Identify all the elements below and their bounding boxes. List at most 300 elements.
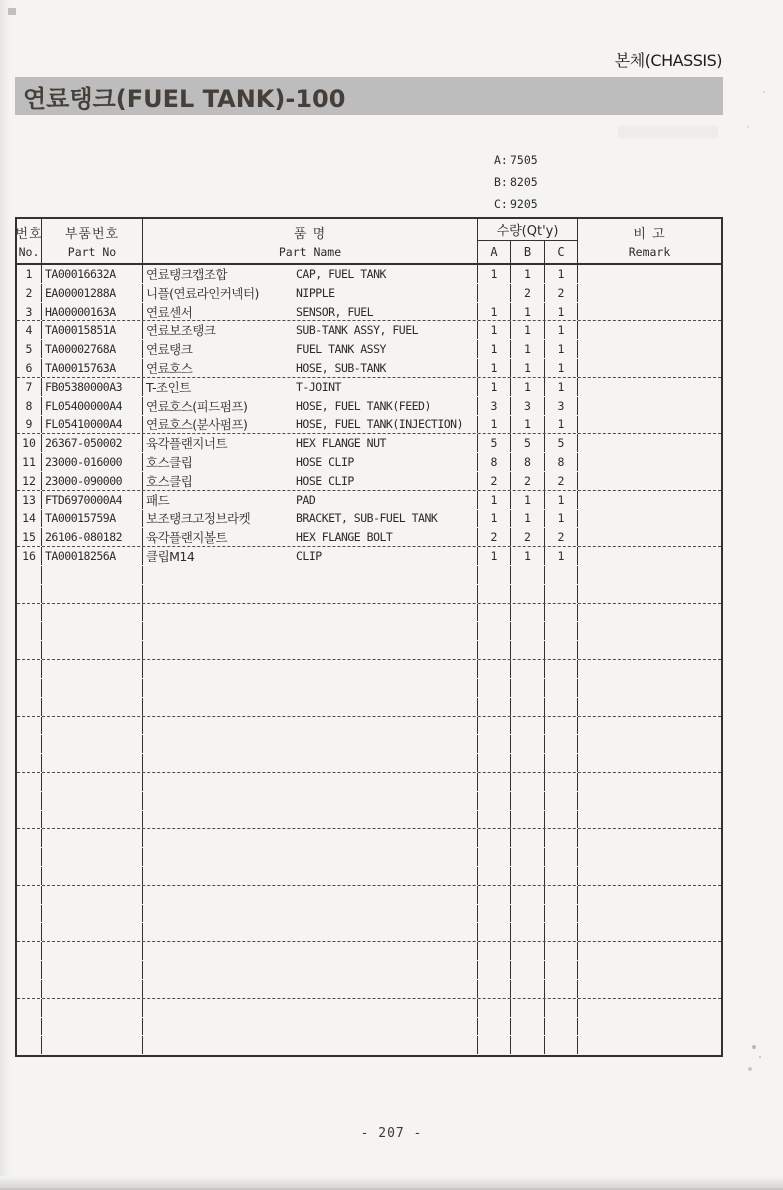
part-name-en: HEX FLANGE NUT [296, 436, 386, 451]
cell-qty-c: 1 [545, 510, 578, 528]
cell-remark [578, 491, 721, 509]
cell-qty-a [478, 942, 511, 960]
cell-qty-b [511, 754, 545, 772]
cell-no [17, 773, 42, 791]
table-row-empty [17, 698, 721, 717]
cell-remark [578, 942, 721, 960]
cell-qty-a [478, 848, 511, 866]
cell-no [17, 641, 42, 659]
cell-qty-c: 2 [545, 472, 578, 490]
cell-qty-b [511, 999, 545, 1017]
scan-edge-bottom [0, 1176, 783, 1190]
cell-part-no [42, 942, 143, 960]
cell-qty-a: 1 [478, 303, 511, 321]
variant-value: 7505 [510, 153, 538, 167]
cell-qty-a [478, 698, 511, 716]
table-row [17, 321, 721, 340]
cell-part-name [143, 754, 478, 772]
cell-qty-a [478, 886, 511, 904]
variant-key: C: [494, 197, 508, 211]
cell-qty-a [478, 961, 511, 979]
cell-qty-c [545, 999, 578, 1017]
part-name-en: NIPPLE [296, 285, 335, 300]
cell-no: 5 [17, 340, 42, 358]
table-row-empty [17, 1018, 721, 1037]
table-row [17, 397, 721, 416]
cell-no [17, 660, 42, 678]
cell-part-name [143, 698, 478, 716]
header-remark-kr: 비 고 [633, 227, 666, 242]
table-row-empty [17, 829, 721, 848]
cell-remark [578, 321, 721, 339]
cell-qty-a [478, 792, 511, 810]
part-name-en: FUEL TANK ASSY [296, 342, 386, 357]
part-name-kr: T-조인트 [146, 379, 191, 395]
cell-part-no: FL05400000A4 [42, 397, 143, 415]
cell-no [17, 622, 42, 640]
table-row-empty [17, 641, 721, 660]
cell-no: 11 [17, 453, 42, 471]
cell-part-name [143, 453, 478, 471]
cell-qty-c: 1 [545, 321, 578, 339]
cell-remark [578, 829, 721, 847]
table-row-empty [17, 660, 721, 679]
table-row-empty [17, 867, 721, 886]
cell-part-no [42, 679, 143, 697]
part-name-kr: 육각플랜지볼트 [146, 530, 228, 546]
cell-part-name [143, 961, 478, 979]
cell-qty-c [545, 829, 578, 847]
table-row-empty [17, 811, 721, 830]
table-row-empty [17, 773, 721, 792]
table-row-empty [17, 622, 721, 641]
cell-qty-a: 1 [478, 378, 511, 396]
cell-remark [578, 1018, 721, 1036]
cell-part-name [143, 867, 478, 885]
cell-no [17, 999, 42, 1017]
header-qty-subcolumns [478, 241, 577, 263]
variant-key: A: [494, 153, 508, 167]
cell-qty-a [478, 604, 511, 622]
cell-qty-c [545, 641, 578, 659]
cell-qty-a [478, 999, 511, 1017]
table-row-empty [17, 942, 721, 961]
cell-part-name [143, 359, 478, 377]
cell-qty-b: 1 [511, 265, 545, 283]
table-row-empty [17, 604, 721, 623]
cell-part-no [42, 1036, 143, 1054]
cell-qty-b: 1 [511, 547, 545, 565]
cell-part-name [143, 1018, 478, 1036]
cell-qty-b [511, 717, 545, 735]
cell-qty-a [478, 754, 511, 772]
part-name-kr: 연료탱크캡조합 [146, 266, 228, 282]
variant-value: 9205 [510, 197, 538, 211]
header-remark-en: Remark [628, 245, 671, 259]
cell-part-no: TA00018256A [42, 547, 143, 565]
cell-qty-b [511, 923, 545, 941]
cell-part-name [143, 811, 478, 829]
cell-qty-c: 1 [545, 340, 578, 358]
part-name-kr: 보조탱크고정브라켓 [146, 511, 251, 527]
section-label: 본체(CHASSIS) [614, 51, 722, 70]
cell-qty-b [511, 905, 545, 923]
cell-qty-c: 1 [545, 491, 578, 509]
cell-part-no: FL05410000A4 [42, 416, 143, 434]
table-header [17, 219, 721, 265]
cell-qty-c [545, 886, 578, 904]
cell-qty-a [478, 867, 511, 885]
cell-no: 15 [17, 528, 42, 546]
header-part-name-kr: 품 명 [293, 227, 327, 242]
cell-qty-b [511, 660, 545, 678]
part-name-kr: 니플(연료라인커넥터) [146, 285, 259, 301]
cell-remark [578, 660, 721, 678]
cell-no [17, 905, 42, 923]
table-row-empty [17, 735, 721, 754]
cell-no [17, 566, 42, 584]
cell-qty-b [511, 566, 545, 584]
cell-remark [578, 397, 721, 415]
header-part-no-en: Part No [67, 245, 117, 259]
cell-qty-c: 1 [545, 416, 578, 434]
cell-part-no [42, 829, 143, 847]
cell-part-no [42, 698, 143, 716]
part-name-kr: 연료탱크 [146, 342, 193, 358]
table-row-empty [17, 961, 721, 980]
table-row [17, 434, 721, 453]
part-name-kr: 연료호스(피드펌프) [146, 398, 248, 414]
cell-remark [578, 622, 721, 640]
part-name-kr: 클립M14 [146, 549, 195, 565]
cell-part-name [143, 1036, 478, 1054]
cell-qty-b: 1 [511, 510, 545, 528]
cell-qty-a: 8 [478, 453, 511, 471]
cell-qty-c [545, 961, 578, 979]
cell-no [17, 1036, 42, 1054]
cell-qty-a [478, 923, 511, 941]
part-name-en: SENSOR, FUEL [296, 304, 374, 319]
cell-qty-a: 2 [478, 472, 511, 490]
cell-no: 3 [17, 303, 42, 321]
cell-qty-b [511, 773, 545, 791]
part-name-en: HOSE, FUEL TANK(FEED) [296, 398, 431, 413]
cell-part-name [143, 980, 478, 998]
cell-qty-c [545, 905, 578, 923]
cell-qty-b: 3 [511, 397, 545, 415]
cell-remark [578, 980, 721, 998]
header-no-kr: 번호 [15, 227, 43, 242]
scan-artifact-specks [752, 1045, 756, 1049]
cell-part-name [143, 829, 478, 847]
cell-qty-a [478, 660, 511, 678]
part-name-kr: 호스클립 [146, 473, 193, 489]
cell-part-no: 23000-090000 [42, 472, 143, 490]
cell-qty-a: 1 [478, 321, 511, 339]
cell-qty-b [511, 735, 545, 753]
cell-part-no [42, 792, 143, 810]
cell-qty-b [511, 641, 545, 659]
cell-no [17, 867, 42, 885]
cell-part-no: 26367-050002 [42, 434, 143, 452]
cell-part-name [143, 472, 478, 490]
cell-remark [578, 547, 721, 565]
cell-part-name [143, 942, 478, 960]
header-no-en: No. [18, 245, 40, 259]
table-row [17, 491, 721, 510]
cell-part-no: EA00001288A [42, 284, 143, 302]
cell-qty-c: 2 [545, 284, 578, 302]
cell-part-no: FTD6970000A4 [42, 491, 143, 509]
cell-remark [578, 923, 721, 941]
cell-qty-c [545, 566, 578, 584]
table-row [17, 510, 721, 529]
cell-part-name [143, 547, 478, 565]
cell-remark [578, 340, 721, 358]
cell-part-name [143, 792, 478, 810]
cell-qty-c [545, 754, 578, 772]
cell-qty-b: 1 [511, 340, 545, 358]
part-name-en: CAP, FUEL TANK [296, 266, 386, 281]
cell-part-name [143, 604, 478, 622]
header-qty-c: C [557, 245, 565, 259]
cell-remark [578, 999, 721, 1017]
table-row-empty [17, 999, 721, 1018]
cell-qty-b [511, 811, 545, 829]
cell-qty-b [511, 679, 545, 697]
cell-part-no [42, 735, 143, 753]
cell-part-name [143, 566, 478, 584]
cell-part-no: 23000-016000 [42, 453, 143, 471]
cell-remark [578, 1036, 721, 1054]
cell-no: 12 [17, 472, 42, 490]
cell-remark [578, 303, 721, 321]
cell-part-no: HA00000163A [42, 303, 143, 321]
cell-part-no [42, 811, 143, 829]
cell-qty-b [511, 980, 545, 998]
part-name-kr: 호스클립 [146, 455, 193, 471]
cell-part-name [143, 622, 478, 640]
table-row-empty [17, 792, 721, 811]
cell-remark [578, 735, 721, 753]
cell-no: 6 [17, 359, 42, 377]
cell-no [17, 717, 42, 735]
cell-qty-a: 1 [478, 265, 511, 283]
cell-qty-b [511, 585, 545, 603]
cell-no [17, 735, 42, 753]
cell-qty-a: 3 [478, 397, 511, 415]
cell-remark [578, 848, 721, 866]
cell-part-no [42, 886, 143, 904]
part-name-en: CLIP [296, 549, 322, 564]
cell-qty-c [545, 622, 578, 640]
cell-part-name [143, 340, 478, 358]
cell-qty-a: 1 [478, 416, 511, 434]
cell-part-no [42, 905, 143, 923]
cell-qty-c [545, 1036, 578, 1054]
cell-qty-c [545, 604, 578, 622]
cell-no: 16 [17, 547, 42, 565]
cell-qty-b: 1 [511, 321, 545, 339]
parts-table [15, 217, 723, 1057]
part-name-en: HOSE CLIP [296, 473, 354, 488]
cell-part-no [42, 980, 143, 998]
cell-part-no: TA00002768A [42, 340, 143, 358]
cell-qty-b [511, 886, 545, 904]
cell-qty-b [511, 604, 545, 622]
cell-part-name [143, 848, 478, 866]
table-row-empty [17, 754, 721, 773]
table-row-empty [17, 905, 721, 924]
cell-qty-a [478, 717, 511, 735]
cell-qty-c: 1 [545, 265, 578, 283]
cell-qty-b: 1 [511, 359, 545, 377]
cell-part-name [143, 886, 478, 904]
cell-part-name [143, 999, 478, 1017]
cell-qty-b [511, 942, 545, 960]
cell-qty-a [478, 1018, 511, 1036]
cell-part-no: 26106-080182 [42, 528, 143, 546]
part-name-en: HEX FLANGE BOLT [296, 530, 393, 545]
cell-part-no: TA00016632A [42, 265, 143, 283]
cell-no [17, 792, 42, 810]
cell-qty-c [545, 679, 578, 697]
cell-qty-c: 1 [545, 359, 578, 377]
cell-remark [578, 510, 721, 528]
variant-item [494, 153, 538, 175]
cell-qty-a [478, 641, 511, 659]
cell-remark [578, 359, 721, 377]
title-bar [15, 77, 723, 115]
table-row [17, 416, 721, 435]
cell-part-name [143, 773, 478, 791]
part-name-kr: 육각플랜지너트 [146, 436, 228, 452]
cell-qty-b [511, 1018, 545, 1036]
variant-list [494, 153, 538, 219]
cell-qty-b: 1 [511, 416, 545, 434]
cell-part-no [42, 848, 143, 866]
cell-qty-c [545, 660, 578, 678]
cell-qty-b: 2 [511, 284, 545, 302]
cell-part-name [143, 321, 478, 339]
cell-no [17, 848, 42, 866]
cell-part-no: TA00015763A [42, 359, 143, 377]
cell-qty-a [478, 773, 511, 791]
cell-qty-a [478, 811, 511, 829]
scan-artifact-corner [8, 8, 16, 15]
cell-part-no [42, 660, 143, 678]
cell-part-no [42, 867, 143, 885]
cell-no [17, 961, 42, 979]
cell-qty-c: 1 [545, 303, 578, 321]
cell-qty-a [478, 829, 511, 847]
cell-qty-c [545, 698, 578, 716]
cell-part-name [143, 717, 478, 735]
part-name-en: T-JOINT [296, 379, 341, 394]
cell-remark [578, 604, 721, 622]
cell-remark [578, 679, 721, 697]
part-name-en: HOSE, FUEL TANK(INJECTION) [296, 417, 464, 432]
table-row [17, 378, 721, 397]
cell-remark [578, 698, 721, 716]
part-name-en: SUB-TANK ASSY, FUEL [296, 323, 419, 338]
variant-value: 8205 [510, 175, 538, 189]
cell-part-no [42, 585, 143, 603]
cell-no [17, 679, 42, 697]
cell-no [17, 923, 42, 941]
cell-qty-b [511, 1036, 545, 1054]
cell-remark [578, 961, 721, 979]
cell-qty-a: 5 [478, 434, 511, 452]
cell-qty-b: 1 [511, 378, 545, 396]
cell-no: 2 [17, 284, 42, 302]
cell-remark [578, 867, 721, 885]
cell-part-name [143, 641, 478, 659]
header-qty-a: A [478, 241, 511, 263]
cell-qty-a: 2 [478, 528, 511, 546]
cell-no: 8 [17, 397, 42, 415]
cell-qty-c [545, 773, 578, 791]
cell-part-no: TA00015851A [42, 321, 143, 339]
cell-no [17, 698, 42, 716]
cell-remark [578, 792, 721, 810]
cell-part-name [143, 434, 478, 452]
cell-remark [578, 265, 721, 283]
table-row-empty [17, 1036, 721, 1055]
table-row [17, 547, 721, 566]
part-name-en: BRACKET, SUB-FUEL TANK [296, 511, 438, 526]
cell-remark [578, 453, 721, 471]
cell-qty-b: 2 [511, 528, 545, 546]
cell-part-no [42, 566, 143, 584]
cell-qty-a [478, 679, 511, 697]
part-name-en: PAD [296, 492, 316, 507]
table-body [17, 265, 721, 1055]
cell-part-name [143, 378, 478, 396]
table-row [17, 453, 721, 472]
cell-qty-a [478, 284, 511, 302]
cell-part-name [143, 660, 478, 678]
cell-no [17, 942, 42, 960]
cell-no [17, 754, 42, 772]
cell-part-name [143, 679, 478, 697]
variant-item [494, 175, 538, 197]
cell-part-name [143, 528, 478, 546]
cell-part-no [42, 923, 143, 941]
cell-remark [578, 905, 721, 923]
cell-qty-c: 3 [545, 397, 578, 415]
cell-no [17, 829, 42, 847]
cell-no [17, 1018, 42, 1036]
cell-part-no [42, 622, 143, 640]
cell-part-name [143, 491, 478, 509]
table-row [17, 472, 721, 491]
part-name-kr: 연료호스 [146, 360, 193, 376]
cell-no: 14 [17, 510, 42, 528]
cell-part-no: TA00015759A [42, 510, 143, 528]
cell-remark [578, 416, 721, 434]
cell-qty-a [478, 1036, 511, 1054]
cell-qty-c [545, 867, 578, 885]
cell-qty-c: 5 [545, 434, 578, 452]
cell-remark [578, 773, 721, 791]
cell-part-no [42, 1018, 143, 1036]
part-name-kr: 패드 [146, 492, 170, 508]
cell-qty-b [511, 829, 545, 847]
header-part-name-en: Part Name [278, 245, 342, 259]
cell-part-no [42, 961, 143, 979]
cell-remark [578, 434, 721, 452]
